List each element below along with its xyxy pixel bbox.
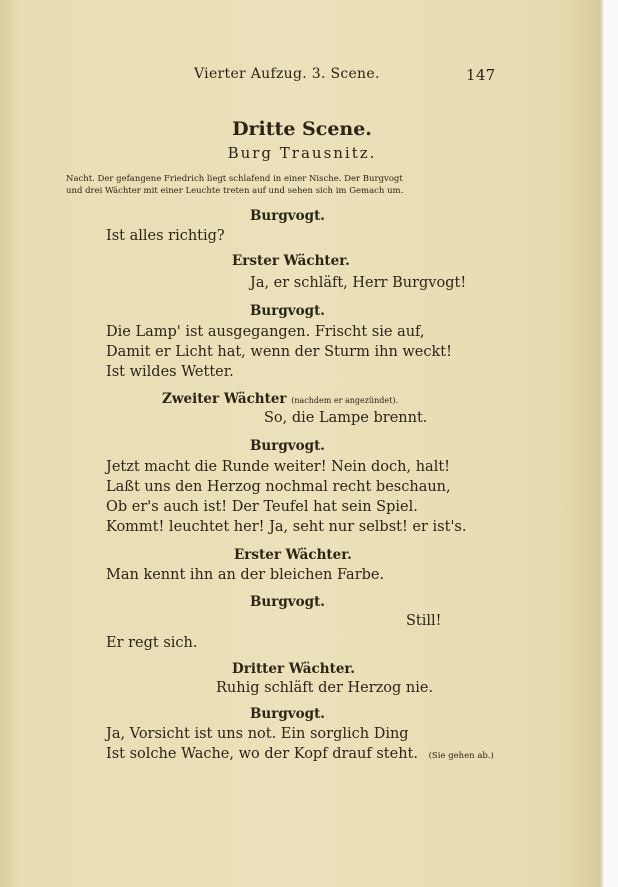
speaker-name: Burgvogt. bbox=[250, 706, 326, 722]
stage-direction-exit: (Sie gehen ab.) bbox=[428, 751, 494, 761]
verse-line: Ruhig schläft der Herzog nie. bbox=[216, 680, 434, 696]
verse-line: Man kennt ihn an der bleichen Farbe. bbox=[106, 567, 385, 583]
verse-line: Jetzt macht die Runde weiter! Nein doch, halt! bbox=[106, 459, 450, 475]
speaker-name: Burgvogt. bbox=[250, 208, 326, 224]
verse-line: Er regt sich. bbox=[106, 635, 198, 651]
stage-direction-line: und drei Wächter mit einer Leuchte treten auf und sehen sich im Gemach um. bbox=[66, 186, 404, 196]
speaker-label: Zweiter Wächter bbox=[162, 391, 287, 407]
speaker-name: Erster Wächter. bbox=[234, 547, 352, 563]
verse-line bbox=[106, 746, 494, 762]
verse-line: Damit er Licht hat, wenn der Sturm ihn weckt! bbox=[106, 344, 452, 360]
speaker-name bbox=[162, 391, 398, 407]
speaker-name: Dritter Wächter. bbox=[232, 661, 355, 677]
verse-line: Ist wildes Wetter. bbox=[106, 364, 234, 380]
verse-line: Still! bbox=[406, 613, 442, 629]
verse-line: Kommt! leuchtet her! Ja, seht nur selbst! er ist's. bbox=[106, 519, 467, 535]
scene-place: Burg Trausnitz. bbox=[227, 144, 377, 162]
speaker-direction: (nachdem er angezündet). bbox=[291, 396, 399, 405]
verse-text: Ist solche Wache, wo der Kopf drauf steht. bbox=[106, 746, 418, 762]
verse-line: Ja, er schläft, Herr Burgvogt! bbox=[250, 275, 467, 291]
verse-line: Laßt uns den Herzog nochmal recht beschaun, bbox=[106, 479, 451, 495]
speaker-name: Erster Wächter. bbox=[232, 253, 350, 269]
verse-line: Die Lamp' ist ausgegangen. Frischt sie auf, bbox=[106, 324, 425, 340]
page-number: 147 bbox=[466, 66, 496, 84]
verse-line: Ja, Vorsicht ist uns not. Ein sorglich Ding bbox=[106, 726, 409, 742]
speaker-name: Burgvogt. bbox=[250, 438, 326, 454]
running-title: Vierter Aufzug. 3. Scene. bbox=[194, 66, 380, 82]
speaker-name: Burgvogt. bbox=[250, 594, 326, 610]
stage-direction-line: Nacht. Der gefangene Friedrich liegt schlafend in einer Nische. Der Burgvogt bbox=[66, 174, 403, 184]
verse-line: Ist alles richtig? bbox=[106, 228, 225, 244]
scene-title: Dritte Scene. bbox=[232, 118, 372, 140]
speaker-name: Burgvogt. bbox=[250, 303, 326, 319]
verse-line: Ob er's auch ist! Der Teufel hat sein Spiel. bbox=[106, 499, 418, 515]
verse-line: So, die Lampe brennt. bbox=[264, 410, 428, 426]
page-edge bbox=[604, 0, 618, 887]
